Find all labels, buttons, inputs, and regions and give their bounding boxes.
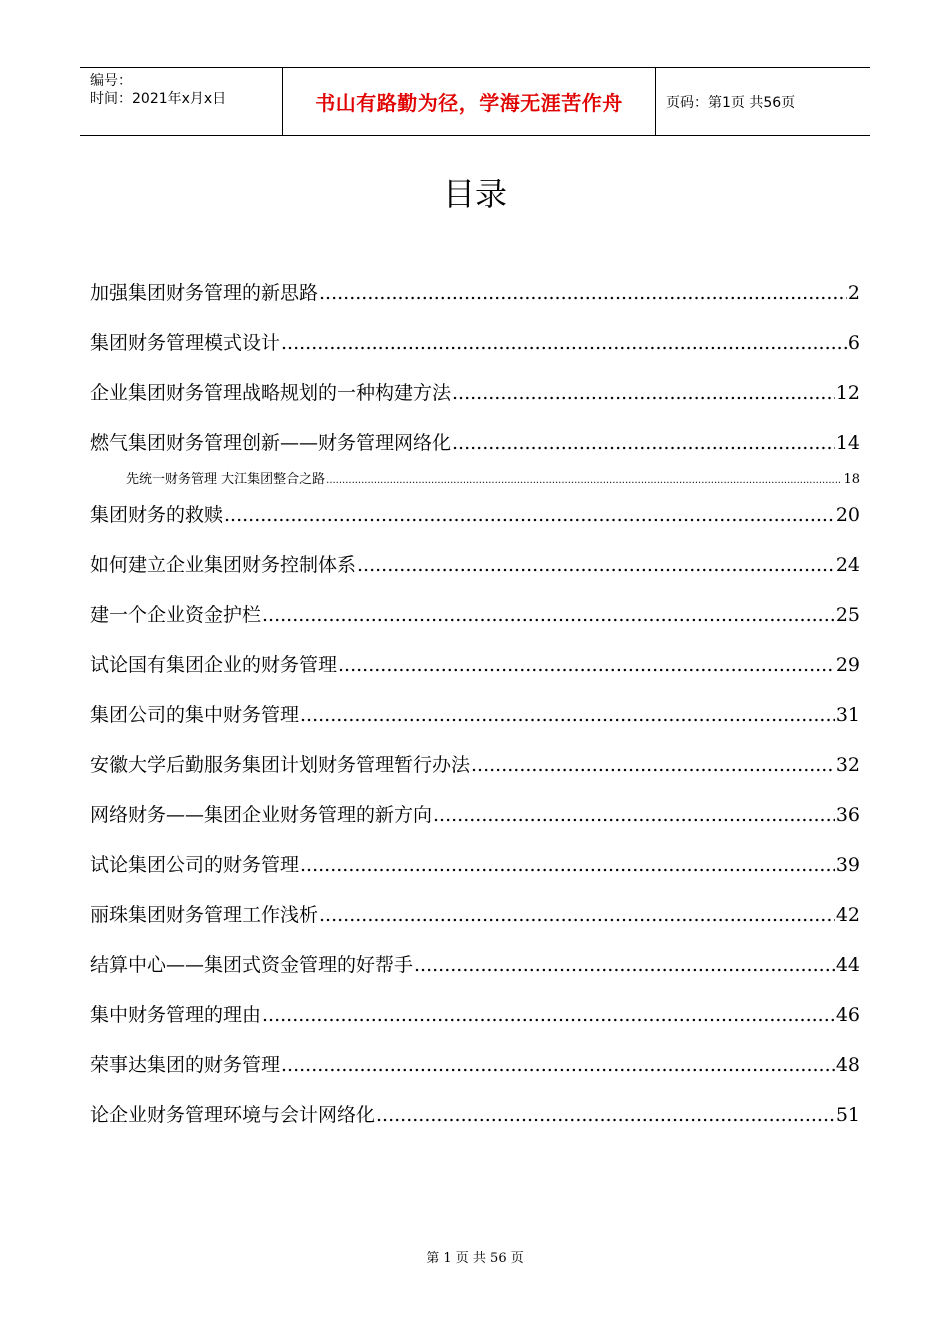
- toc-entry-page: 31: [835, 704, 860, 726]
- toc-dot-leader: [300, 847, 835, 883]
- toc-entry-title: 论企业财务管理环境与会计网络化: [90, 1104, 376, 1126]
- toc-entry-page: 2: [847, 282, 860, 304]
- toc-dot-leader: [326, 468, 842, 493]
- toc-dot-leader: [224, 497, 835, 533]
- toc-entry[interactable]: [90, 325, 860, 375]
- toc-entry[interactable]: [90, 697, 860, 747]
- page-title: 目录: [442, 175, 507, 213]
- document-number-label: 编号：: [90, 73, 132, 89]
- toc-dot-leader: [452, 375, 835, 411]
- toc-entry-title: 企业集团财务管理战略规划的一种构建方法: [90, 382, 452, 404]
- toc-entry-page: 42: [835, 904, 860, 926]
- toc-entry-page: 12: [835, 382, 860, 404]
- header-motto: 书山有路勤为径，学海无涯苦作舟: [282, 68, 656, 135]
- toc-entry[interactable]: [90, 897, 860, 947]
- toc-entry-page: 36: [835, 804, 860, 826]
- toc-entry[interactable]: [90, 747, 860, 797]
- toc-dot-leader: [433, 797, 835, 833]
- toc-dot-leader: [376, 1097, 835, 1133]
- toc-entry-title: 安徽大学后勤服务集团计划财务管理暂行办法: [90, 754, 471, 776]
- toc-entry-page: 24: [835, 554, 860, 576]
- toc-entry[interactable]: [90, 375, 860, 425]
- toc-dot-leader: [319, 275, 847, 311]
- toc-dot-leader: [262, 997, 835, 1033]
- toc-entry-page: 48: [835, 1054, 860, 1076]
- toc-dot-leader: [319, 897, 835, 933]
- toc-entry[interactable]: [90, 997, 860, 1047]
- toc-entry-title: 结算中心——集团式资金管理的好帮手: [90, 954, 414, 976]
- toc-entry[interactable]: [90, 1047, 860, 1097]
- toc-entry-page: 14: [835, 432, 860, 454]
- toc-entry-page: 25: [835, 604, 860, 626]
- toc-entry-title: 建一个企业资金护栏: [90, 604, 262, 626]
- toc-entry-title: 荣事达集团的财务管理: [90, 1054, 281, 1076]
- toc-entry-title: 丽珠集团财务管理工作浅析: [90, 904, 319, 926]
- toc-entry[interactable]: [90, 597, 860, 647]
- toc-entry-title: 加强集团财务管理的新思路: [90, 282, 319, 304]
- toc-entry[interactable]: [90, 647, 860, 697]
- page-footer: 第 1 页 共 56 页: [426, 1251, 524, 1266]
- toc-entry-page: 6: [847, 332, 860, 354]
- toc-dot-leader: [262, 597, 835, 633]
- toc-entry-page: 51: [835, 1104, 860, 1126]
- toc-entry-title: 先统一财务管理 大江集团整合之路: [126, 472, 326, 487]
- table-of-contents: [90, 275, 860, 1147]
- toc-entry-page: 29: [835, 654, 860, 676]
- toc-entry-title: 集团财务的救赎: [90, 504, 224, 526]
- toc-entry-title: 试论集团公司的财务管理: [90, 854, 300, 876]
- toc-dot-leader: [471, 747, 835, 783]
- toc-entry-title: 集团公司的集中财务管理: [90, 704, 300, 726]
- document-time-label: 时间：2021年x月x日: [90, 91, 227, 107]
- toc-entry[interactable]: [90, 547, 860, 597]
- toc-entry-title: 集团财务管理模式设计: [90, 332, 281, 354]
- toc-dot-leader: [281, 1047, 835, 1083]
- toc-entry[interactable]: [90, 497, 860, 547]
- toc-entry[interactable]: [90, 947, 860, 997]
- toc-dot-leader: [338, 647, 835, 683]
- toc-dot-leader: [300, 697, 835, 733]
- toc-entry-title: 网络财务——集团企业财务管理的新方向: [90, 804, 433, 826]
- page-header: [80, 67, 870, 136]
- toc-dot-leader: [357, 547, 835, 583]
- toc-entry[interactable]: [90, 847, 860, 897]
- toc-entry-page: 39: [835, 854, 860, 876]
- toc-entry[interactable]: [90, 275, 860, 325]
- toc-entry-page: 18: [843, 472, 860, 487]
- toc-entry-title: 如何建立企业集团财务控制体系: [90, 554, 357, 576]
- toc-dot-leader: [281, 325, 847, 361]
- toc-entry[interactable]: [90, 797, 860, 847]
- toc-subentry[interactable]: [90, 468, 860, 492]
- toc-entry-title: 燃气集团财务管理创新——财务管理网络化: [90, 432, 452, 454]
- toc-entry-page: 46: [835, 1004, 860, 1026]
- toc-entry-title: 试论国有集团企业的财务管理: [90, 654, 338, 676]
- header-page-info: 页码：第1页 共56页: [666, 94, 796, 111]
- toc-dot-leader: [452, 425, 835, 461]
- toc-entry-page: 20: [835, 504, 860, 526]
- toc-entry-title: 集中财务管理的理由: [90, 1004, 262, 1026]
- toc-entry[interactable]: [90, 1097, 860, 1147]
- toc-entry-page: 32: [835, 754, 860, 776]
- header-meta: [80, 68, 282, 135]
- toc-entry-page: 44: [835, 954, 860, 976]
- toc-dot-leader: [414, 947, 835, 983]
